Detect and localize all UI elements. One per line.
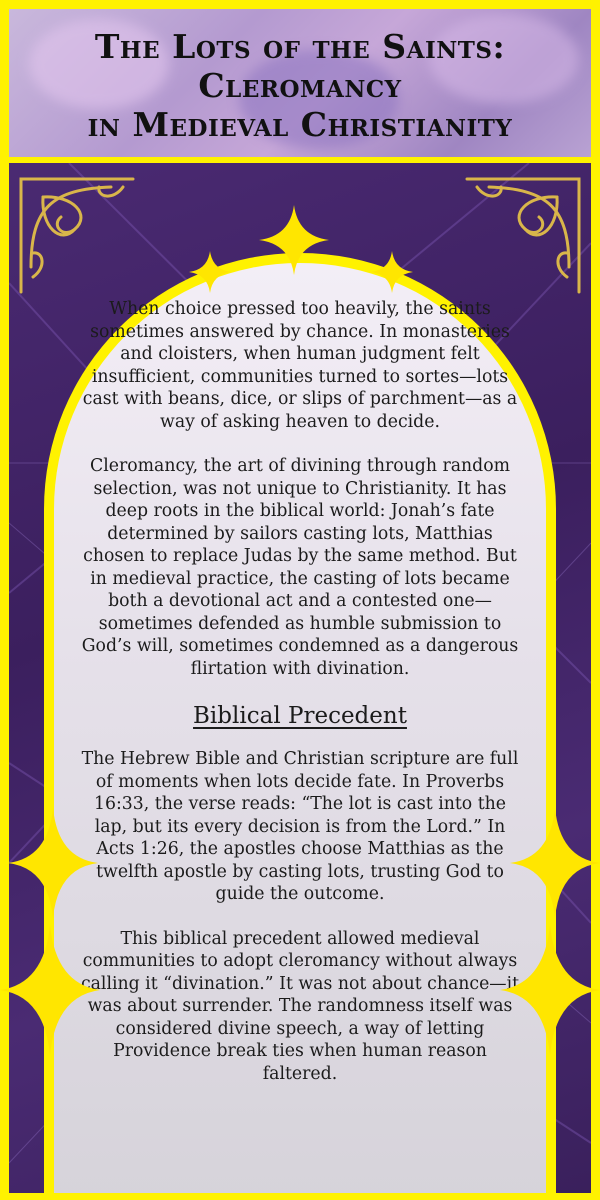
sparkle-icon bbox=[189, 251, 231, 293]
section-paragraph-1: The Hebrew Bible and Christian scripture are full of moments when lots decide fate. In Proverbs 16:33, the verse reads: “The lot is cast into the lap, but its every decision is from the Lord.” In Acts 1:26, the apostles choose Matthias as the twelfth apostle by casting lots, trusting God to guide the outcome. bbox=[81, 749, 519, 904]
section-heading: Biblical Precedent bbox=[193, 703, 407, 729]
page-title bbox=[9, 27, 591, 144]
title-line-3: in Medieval Christianity bbox=[87, 105, 513, 144]
sparkle-icon bbox=[371, 251, 413, 293]
sparkle-icon bbox=[500, 925, 600, 1055]
title-line-2: Cleromancy bbox=[198, 66, 402, 105]
intro-paragraph-2: Cleromancy, the art of divining through random selection, was not unique to Christianity. It has deep roots in the biblical world: Jonah’s fate determined by sailors casting lots, Matthias chosen to replace Judas by the same method. But in medieval practice, the casting of lots became both a devotional act and a contested one—sometimes defended as humble submission to God’s will, sometimes condemned as a dangerous flirtation with divination. bbox=[81, 456, 519, 679]
corner-flourish-icon bbox=[13, 167, 143, 297]
title-line-1: The Lots of the Saints: bbox=[94, 27, 506, 66]
sparkle-icon bbox=[510, 808, 600, 918]
section-paragraph-2: This biblical precedent allowed medieval communities to adopt cleromancy without always calling it “divination.” It was not about chance—it was about surrender. The randomness itself was considered divine speech, a way of letting Providence break ties when human reason faltered. bbox=[80, 928, 520, 1084]
corner-flourish-icon bbox=[457, 167, 587, 297]
intro-paragraph-1: When choice pressed too heavily, the saints sometimes answered by chance. In monasteries and cloisters, when human judgment felt insufficient, communities turned to sortes—lots cast with beans, dice, or slips of parchment—as a way of asking heaven to decide. bbox=[82, 299, 518, 432]
sparkle-icon bbox=[8, 808, 98, 918]
title-banner bbox=[9, 9, 591, 157]
sparkle-icon bbox=[0, 925, 100, 1055]
sparkle-icon bbox=[259, 205, 329, 275]
article-body bbox=[79, 298, 521, 1107]
